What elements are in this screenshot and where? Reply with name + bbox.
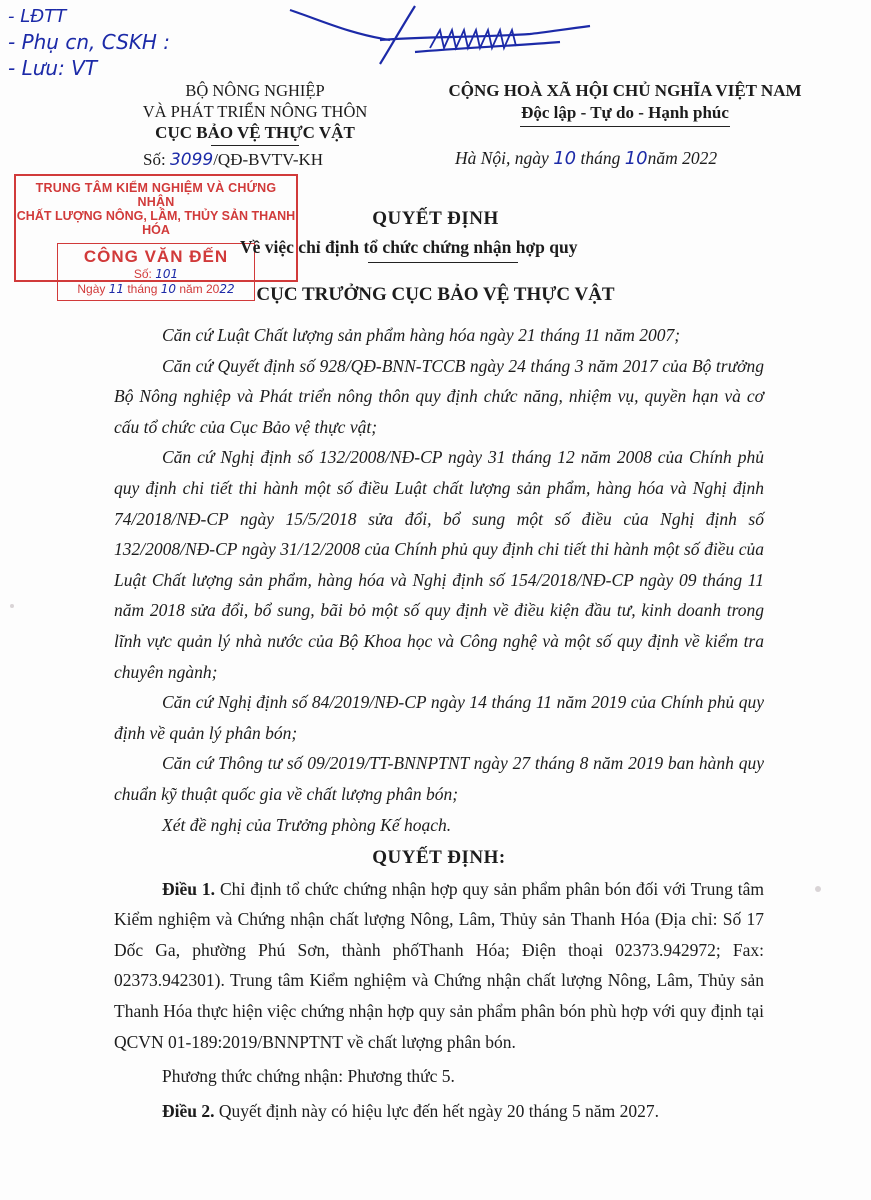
handwritten-note-1: - LĐTT: [8, 6, 67, 27]
ministry-line-2: VÀ PHÁT TRIỂN NÔNG THÔN: [142, 102, 368, 121]
issuing-agency-header: [100, 80, 410, 146]
stamp-line-2: CHẤT LƯỢNG NÔNG, LÂM, THỦY SẢN THANH HÓA: [16, 209, 296, 237]
legal-basis-1: Căn cứ Luật Chất lượng sản phẩm hàng hóa ngày 21 tháng 11 năm 2007;: [162, 325, 681, 345]
document-date: [455, 148, 717, 169]
stamp-number-row: [58, 267, 254, 282]
document-subject: Về việc chỉ định tổ chức chứng nhận hợp quy: [240, 237, 578, 257]
legal-basis-3: Căn cứ Nghị định số 132/2008/NĐ-CP ngày 31 tháng 12 năm 2008 của Chính phủ quy định chi tiết thi hành một số điều Luật chất lượng sản phẩm, hàng hóa và Nghị định 74/2018/NĐ-CP ngày 15/5/2018 sửa đổi, bổ sung một số điều của Nghị định số 132/2008/NĐ-CP ngày 31/12/2008 của Chính phủ quy định chi tiết thi hành một số điều của Luật Chất lượng sản phẩm, hàng hóa và Nghị định số 154/2018/NĐ-CP ngày 09 tháng 11 năm 2018 sửa đổi, bổ sung, bãi bỏ một số quy định về điều kiện đầu tư, kinh doanh trong lĩnh vực quản lý nhà nước của Bộ Khoa học và Công nghệ và một số quy định về kiểm tra chuyên ngành;: [114, 447, 764, 682]
legal-basis-2: Căn cứ Quyết định số 928/QĐ-BNN-TCCB ngày 24 tháng 3 năm 2017 của Bộ trưởng Bộ Nông nghiệp và Phát triển nông thôn quy định chức năng, nhiệm vụ, quyền hạn và cơ cấu tổ chức của Cục Bảo vệ thực vật;: [114, 355, 764, 437]
article-2-label: Điều 2.: [162, 1100, 215, 1121]
subject-underline: [368, 262, 518, 263]
agency-name: CỤC BẢO VỆ THỰC VẬT: [155, 123, 355, 142]
date-day: 10: [553, 148, 577, 169]
agency-underline: [211, 145, 299, 146]
stamp-year-value: 22: [219, 282, 235, 296]
stamp-year-label: năm 20: [175, 282, 220, 296]
stamp-title: CÔNG VĂN ĐẾN: [83, 247, 229, 266]
date-prefix: Hà Nội, ngày: [455, 148, 554, 168]
doc-number-prefix: Số:: [143, 150, 170, 169]
stamp-number-value: 101: [155, 267, 179, 281]
doc-number-handwritten: 3099: [169, 150, 214, 170]
handwritten-note-2: - Phụ cn, CSKH :: [8, 30, 171, 54]
country-name: CỘNG HOÀ XÃ HỘI CHỦ NGHĨA VIỆT NAM: [448, 81, 802, 100]
ministry-line-1: BỘ NÔNG NGHIỆP: [185, 81, 325, 100]
article-1-label: Điều 1.: [162, 878, 216, 899]
legal-basis-5: Căn cứ Thông tư số 09/2019/TT-BNNPTNT ngày 27 tháng 8 năm 2019 ban hành quy chuẩn kỹ thuật quốc gia về chất lượng phân bón;: [114, 753, 764, 804]
legal-basis-4: Căn cứ Nghị định số 84/2019/NĐ-CP ngày 14 tháng 11 năm 2019 của Chính phủ quy định về quản lý phân bón;: [114, 692, 764, 743]
stamp-number-label: Số:: [133, 267, 156, 281]
proposal-note: Xét đề nghị của Trưởng phòng Kế hoạch.: [162, 814, 452, 835]
date-year: năm 2022: [647, 148, 718, 168]
document-body: [114, 320, 764, 1126]
motto-underline: [520, 126, 730, 127]
document-number: [143, 150, 323, 170]
decision-heading: QUYẾT ĐỊNH:: [372, 847, 506, 869]
article-2: [114, 1096, 764, 1127]
stamp-day-label: Ngày: [77, 282, 109, 296]
stamp-month-value: 10: [160, 282, 176, 296]
stamp-day-value: 11: [108, 282, 124, 296]
stamp-line-1: TRUNG TÂM KIỂM NGHIỆM VÀ CHỨNG NHẬN: [35, 181, 277, 209]
document-title: QUYẾT ĐỊNH: [372, 208, 499, 229]
issuing-official: CỤC TRƯỞNG CỤC BẢO VỆ THỰC VẬT: [256, 284, 615, 305]
stamp-month-label: tháng: [124, 282, 161, 296]
national-motto: Độc lập - Tự do - Hạnh phúc: [521, 103, 729, 122]
scan-speck: [10, 604, 14, 608]
scan-speck: [815, 886, 821, 892]
article-2-text: Quyết định này có hiệu lực đến hết ngày 20 tháng 5 năm 2027.: [214, 1100, 659, 1121]
article-1-text: Chỉ định tổ chức chứng nhận hợp quy sản phẩm phân bón đối với Trung tâm Kiểm nghiệm và Chứng nhận chất lượng Nông, Lâm, Thủy sản Thanh Hóa (Địa chỉ: Số 17 Dốc Ga, phường Phú Sơn, thành phốThanh Hóa; Điện thoại 02373.942972; Fax: 02373.942301). Trung tâm Kiểm nghiệm và Chứng nhận chất lượng Nông, Lâm, Thủy sản Thanh Hóa thực hiện việc chứng nhận hợp quy sản phẩm phân bón phù hợp với quy định tại QCVN 01-189:2019/BNNPTNT về chất lượng phân bón.: [114, 878, 764, 1052]
handwritten-note-3: - Lưu: VT: [8, 56, 98, 80]
certification-method: Phương thức chứng nhận: Phương thức 5.: [162, 1066, 455, 1087]
date-month-label: tháng: [576, 148, 625, 168]
doc-number-suffix: /QĐ-BVTV-KH: [213, 150, 324, 169]
signature-scribble: [230, 0, 610, 70]
national-header: [415, 80, 835, 127]
date-month: 10: [624, 148, 648, 169]
article-1: [114, 874, 764, 1058]
